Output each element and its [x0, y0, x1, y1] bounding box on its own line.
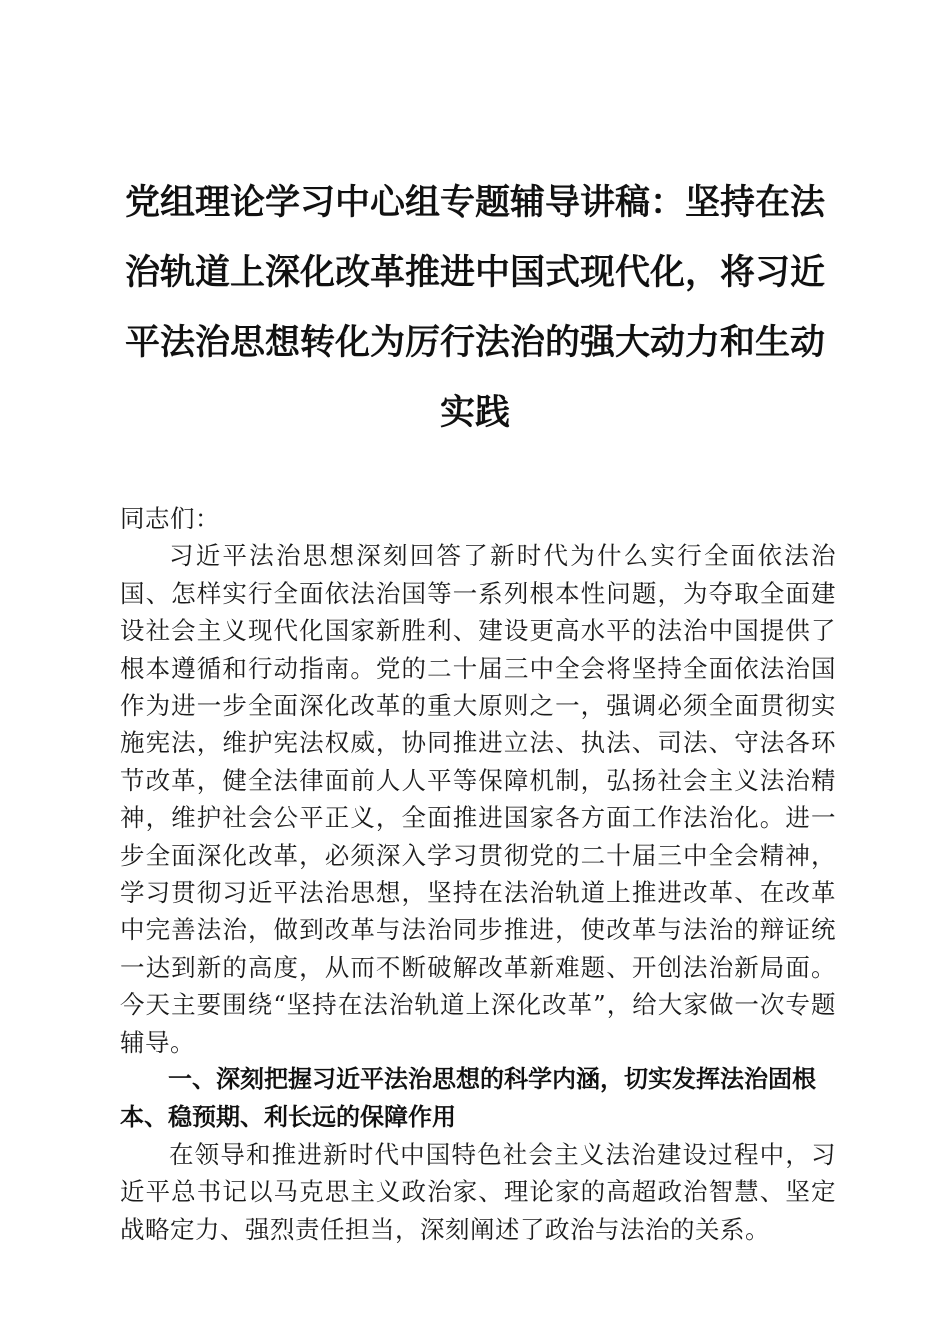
document-title: 党组理论学习中心组专题辅导讲稿：坚持在法治轨道上深化改革推进中国式现代化，将习近平法治思想转化为厉行法治的强大动力和生动实践 — [124, 182, 825, 433]
section-paragraph: 在领导和推进新时代中国特色社会主义法治建设过程中，习近平总书记以马克思主义政治家、理论家的高超政治智慧、坚定战略定力、强烈责任担当，深刻阐述了政治与法治的关系。 — [120, 1139, 836, 1244]
document-body — [120, 500, 836, 1248]
intro-paragraph: 习近平法治思想深刻回答了新时代为什么实行全面依法治国、怎样实行全面依法治国等一系列根本性问题，为夺取全面建设社会主义现代化国家新胜利、建设更高水平的法治中国提供了根本遵循和行动指南。党的二十届三中全会将坚持全面依法治国作为进一步全面深化改革的重大原则之一，强调必须全面贯彻实施宪法，维护宪法权威，协同推进立法、执法、司法、守法各环节改革，健全法律面前人人平等保障机制，弘扬社会主义法治精神，维护社会公平正义，全面推进国家各方面工作法治化。进一步全面深化改革，必须深入学习贯彻党的二十届三中全会精神，学习贯彻习近平法治思想，坚持在法治轨道上推进改革、在改革中完善法治，做到改革与法治同步推进，使改革与法治的辩证统一达到新的高度，从而不断破解改革新难题、开创法治新局面。今天主要围绕“坚持在法治轨道上深化改革”，给大家做一次专题辅导。 — [120, 541, 836, 1057]
salutation: 同志们： — [120, 504, 220, 533]
section-heading: 一、深刻把握习近平法治思想的科学内涵，切实发挥法治固根本、稳预期、利长远的保障作用 — [120, 1065, 816, 1131]
